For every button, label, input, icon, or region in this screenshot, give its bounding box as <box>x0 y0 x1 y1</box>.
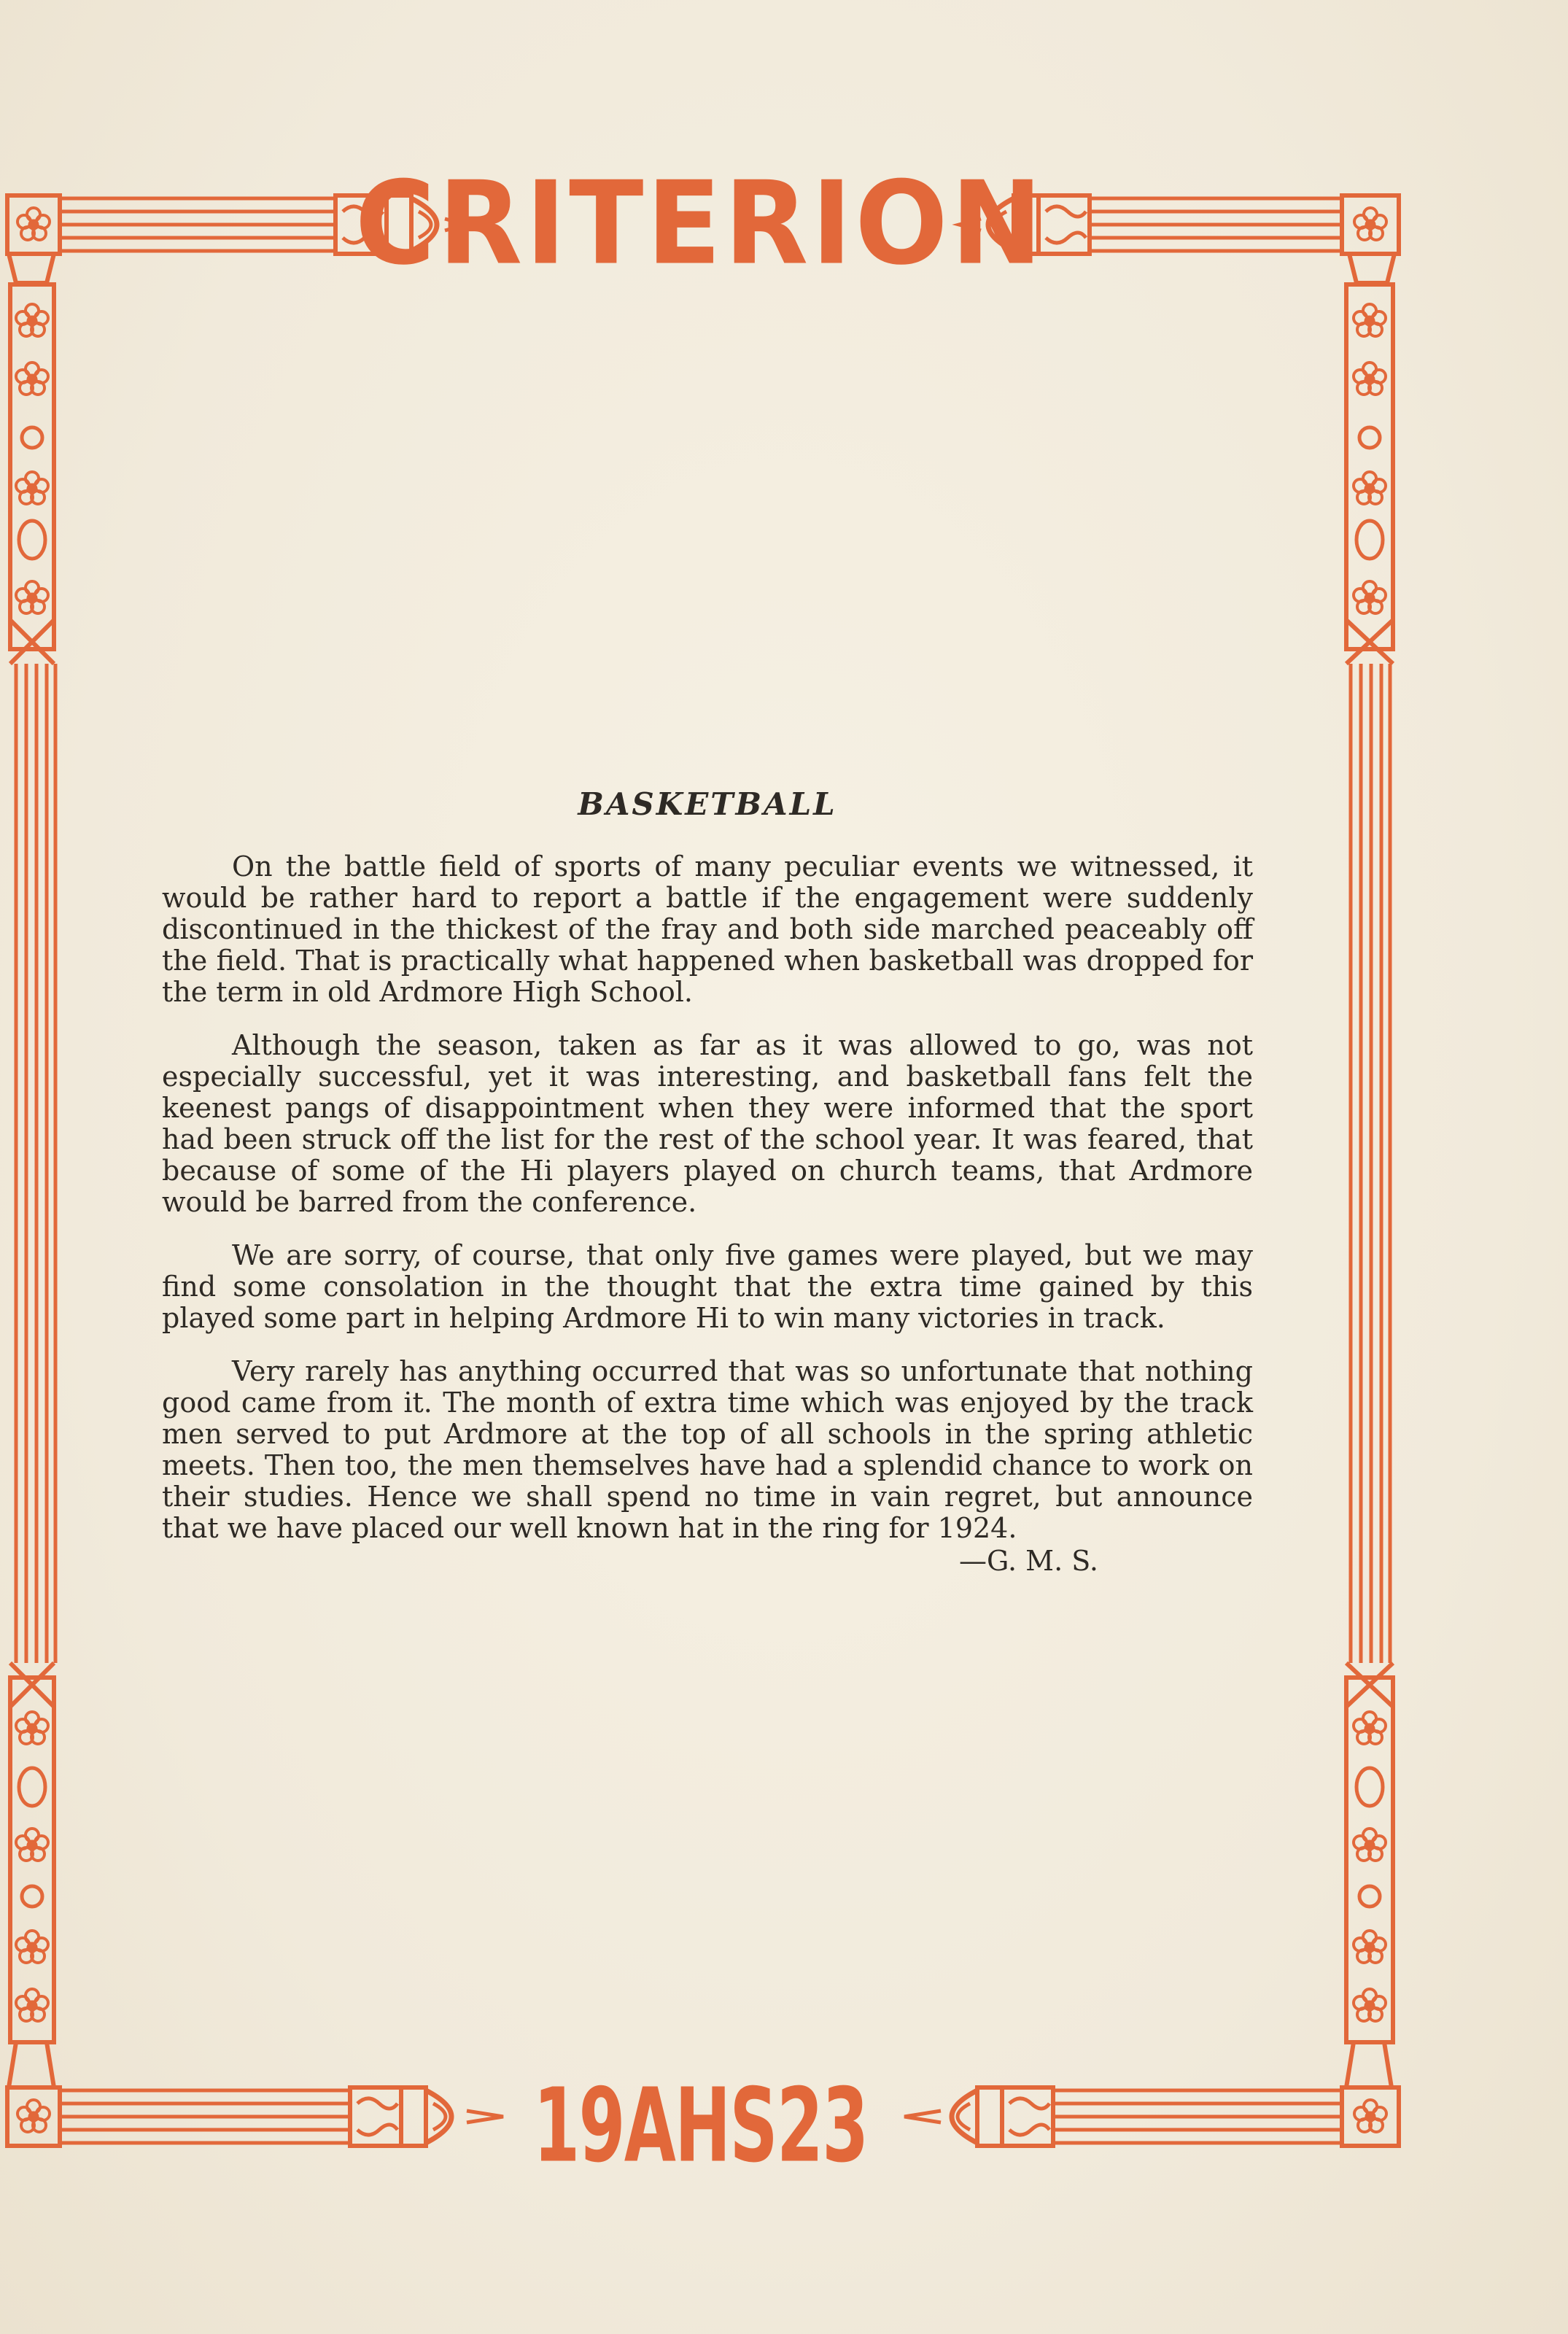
header <box>354 157 1046 291</box>
left-column <box>9 254 55 2087</box>
article-paragraph: We are sorry, of course, that only five games were played, but we may find some consolation in the thought that the extra time gained by this played some part in helping Ardmore Hi to win many victories in track. <box>162 1239 1253 1334</box>
author-signature: —G. M. S. <box>959 1545 1098 1577</box>
footer-monogram: 19AHS23 <box>532 2066 868 2186</box>
article <box>162 786 1253 1577</box>
right-column <box>1346 254 1394 2087</box>
article-paragraph: On the battle field of sports of many peculiar events we witnessed, it would be rather hard to report a battle if the engagement were suddenly discontinued in the thickest of the fray and both side marched peaceably off the field. That is practically what happened when basketball was dropped for the term in old Ardmore High School. <box>162 850 1253 1008</box>
article-paragraph: Very rarely has anything occurred that was so unfortunate that nothing good came from it. The month of extra time which was enjoyed by the track men served to put Ardmore at the top of all schools in the spring athletic meets. Then too, the men themselves have had a splendid chance to work on their studies. Hence we shall spend no time in vain regret, but announce that we have placed our well known hat in the ring for 1924. <box>162 1355 1253 1544</box>
footer <box>532 2066 868 2186</box>
article-paragraph: Although the season, taken as far as it was allowed to go, was not especially successful, yet it was interesting, and basketball fans felt the keenest pangs of disappointment when they were informed that the sport had been struck off the list for the rest of the school year. It was feared, that because of some of the Hi players played on church teams, that Ardmore would be barred from the conference. <box>162 1029 1253 1218</box>
article-heading: BASKETBALL <box>578 786 837 822</box>
bottom-right-bar <box>904 2087 1399 2146</box>
bottom-left-bar <box>7 2087 503 2146</box>
page-title: CRITERION <box>354 157 1046 291</box>
